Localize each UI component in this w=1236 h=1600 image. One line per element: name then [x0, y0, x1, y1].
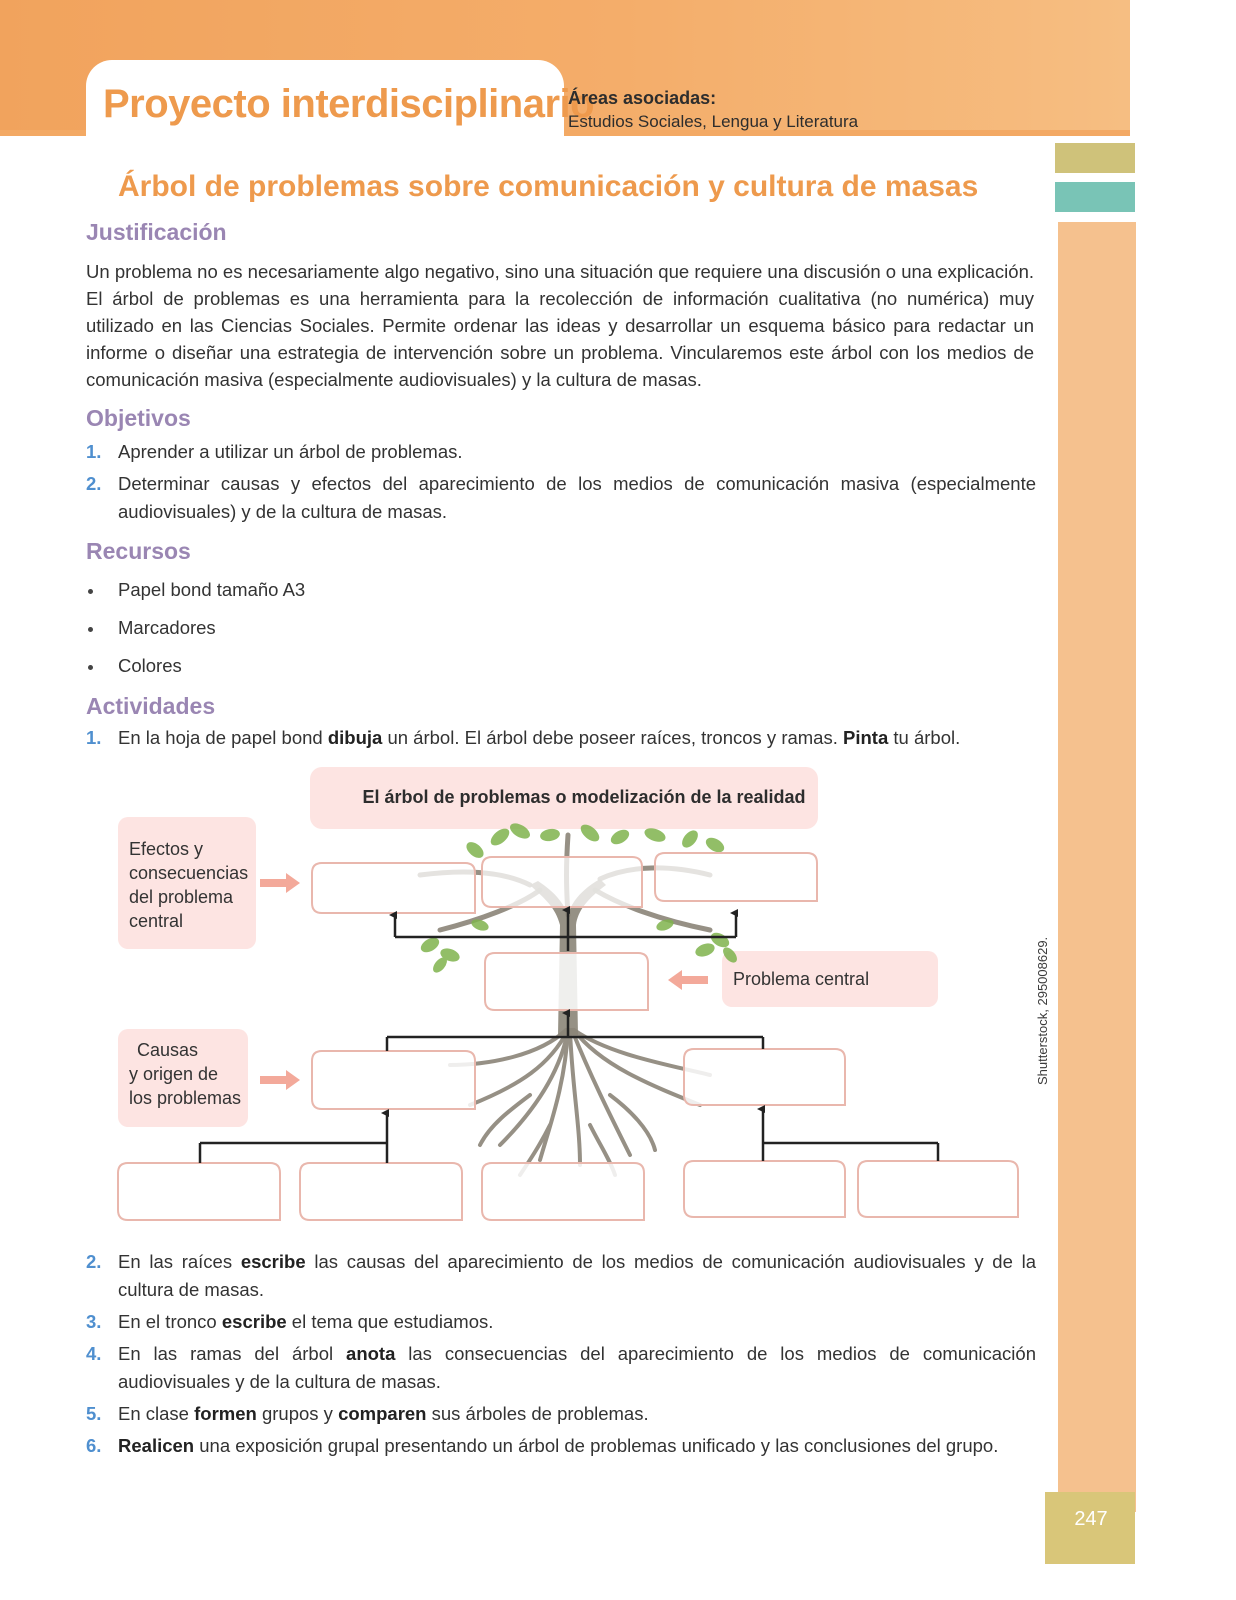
tree-roots: [450, 1030, 710, 1175]
causes-label-line: y origen de: [129, 1064, 219, 1084]
causes-arrow: [260, 1070, 300, 1090]
list-item: [86, 438, 1036, 466]
item-text: En clase: [118, 1403, 195, 1424]
effect-boxes: [312, 853, 817, 913]
item-text: una exposición grupal presentando un árbol de problemas unificado y las conclusiones del grupo.: [194, 1435, 999, 1456]
heading-recursos: Recursos: [86, 538, 191, 564]
keyword: escribe: [221, 1311, 287, 1332]
problem-tree-graphic: [110, 765, 1035, 1235]
item-text: En las raíces: [118, 1251, 241, 1272]
project-title: Proyecto interdisciplinario: [103, 82, 595, 126]
item-number: 5.: [86, 1403, 102, 1424]
item-text: las causas del aparecimiento de los medios de comunicación audiovisuales y de la cultura de masas.: [118, 1251, 1036, 1300]
causes-label: [129, 1038, 241, 1110]
item-text: tu árbol.: [888, 727, 961, 748]
item-text: grupos y: [256, 1403, 339, 1424]
item-number: 3.: [86, 1311, 102, 1332]
keyword: Realicen: [118, 1435, 195, 1456]
central-problem-label: Problema central: [733, 969, 870, 989]
keyword: escribe: [240, 1251, 306, 1272]
item-text: En la hoja de papel bond: [118, 727, 328, 748]
cause-boxes-bottom: [118, 1161, 1018, 1220]
item-text: En las ramas del árbol: [118, 1343, 347, 1364]
item-number: 1.: [86, 441, 102, 462]
problem-tree-diagram: [110, 765, 1035, 1235]
side-tab-yellow: [1055, 143, 1135, 173]
effects-label-line: consecuencias: [129, 863, 249, 883]
cause-boxes-middle: [312, 1049, 845, 1109]
page-title: Árbol de problemas sobre comunicación y cultura de masas: [118, 170, 979, 203]
keyword: dibuja: [327, 727, 383, 748]
item-number: 2.: [86, 473, 102, 494]
keyword: formen: [194, 1403, 257, 1424]
causes-label-line: los problemas: [129, 1088, 242, 1108]
list-item: [86, 724, 1036, 752]
item-number: 6.: [86, 1435, 102, 1456]
item-text: el tema que estudiamos.: [286, 1311, 494, 1332]
objetivos-list: [86, 438, 1036, 526]
list-item: [86, 1248, 1036, 1304]
central-problem-box: [485, 953, 648, 1010]
side-margin-band: [1058, 222, 1136, 1512]
connector-lines: [200, 910, 938, 1163]
item-text: un árbol. El árbol debe poseer raíces, troncos y ramas.: [382, 727, 844, 748]
list-item: Marcadores: [86, 614, 305, 652]
keyword: anota: [346, 1343, 396, 1364]
causes-label-line: Causas: [137, 1040, 199, 1060]
list-item: [86, 1432, 1036, 1460]
recursos-list: [86, 576, 305, 690]
item-text: En el tronco: [118, 1311, 222, 1332]
diagram-title: El árbol de problemas o modelización de la realidad: [362, 787, 806, 807]
list-item: [86, 1340, 1036, 1396]
item-number: 4.: [86, 1343, 102, 1364]
keyword: comparen: [338, 1403, 427, 1424]
effects-label: [129, 837, 248, 933]
image-credit: Shutterstock, 295008629.: [1035, 936, 1050, 1085]
page-number: 247: [1074, 1508, 1108, 1530]
item-text: Aprender a utilizar un árbol de problemas.: [118, 441, 463, 462]
areas-text: Estudios Sociales, Lengua y Literatura: [568, 112, 859, 131]
list-item: Papel bond tamaño A3: [86, 576, 305, 614]
side-tab-teal: [1055, 182, 1135, 212]
item-number: 2.: [86, 1251, 102, 1272]
heading-justificacion: Justificación: [86, 219, 227, 245]
actividades-list-2: [86, 1248, 1036, 1460]
item-text: las consecuencias del aparecimiento de los medios de comunicación audiovisuales y de la cultura de masas.: [118, 1343, 1036, 1392]
heading-objetivos: Objetivos: [86, 405, 191, 431]
justificacion-text: Un problema no es necesariamente algo negativo, sino una situación que requiere una discusión o una explicación. El árbol de problemas es una herramienta para la recolección de información cualitativa (no numérica) muy utilizado en las Ciencias Sociales. Permite ordenar las ideas y desarrollar un esquema básico para redactar un informe o diseñar una estrategia de intervención sobre un problema. Vincularemos este árbol con los medios de comunicación masiva (especialmente audiovisuales) y la cultura de masas.: [86, 261, 1034, 390]
effects-label-line: central: [129, 911, 184, 931]
list-item: [86, 470, 1036, 526]
item-text: sus árboles de problemas.: [426, 1403, 649, 1424]
list-item: Colores: [86, 652, 305, 690]
item-text: Determinar causas y efectos del aparecimiento de los medios de comunicación masiva (especialmente audiovisuales) y de la cultura de masas.: [118, 473, 1036, 522]
effects-label-line: del problema: [129, 887, 234, 907]
item-number: 1.: [86, 727, 102, 748]
effects-arrow: [260, 873, 300, 893]
list-item: [86, 1308, 1036, 1336]
heading-actividades: Actividades: [86, 693, 216, 719]
list-item: [86, 1400, 1036, 1428]
actividades-list-1: [86, 724, 1036, 752]
effects-label-line: Efectos y: [129, 839, 204, 859]
central-arrow: [668, 970, 708, 990]
keyword: Pinta: [843, 727, 889, 748]
areas-label: Áreas asociadas:: [568, 88, 717, 108]
